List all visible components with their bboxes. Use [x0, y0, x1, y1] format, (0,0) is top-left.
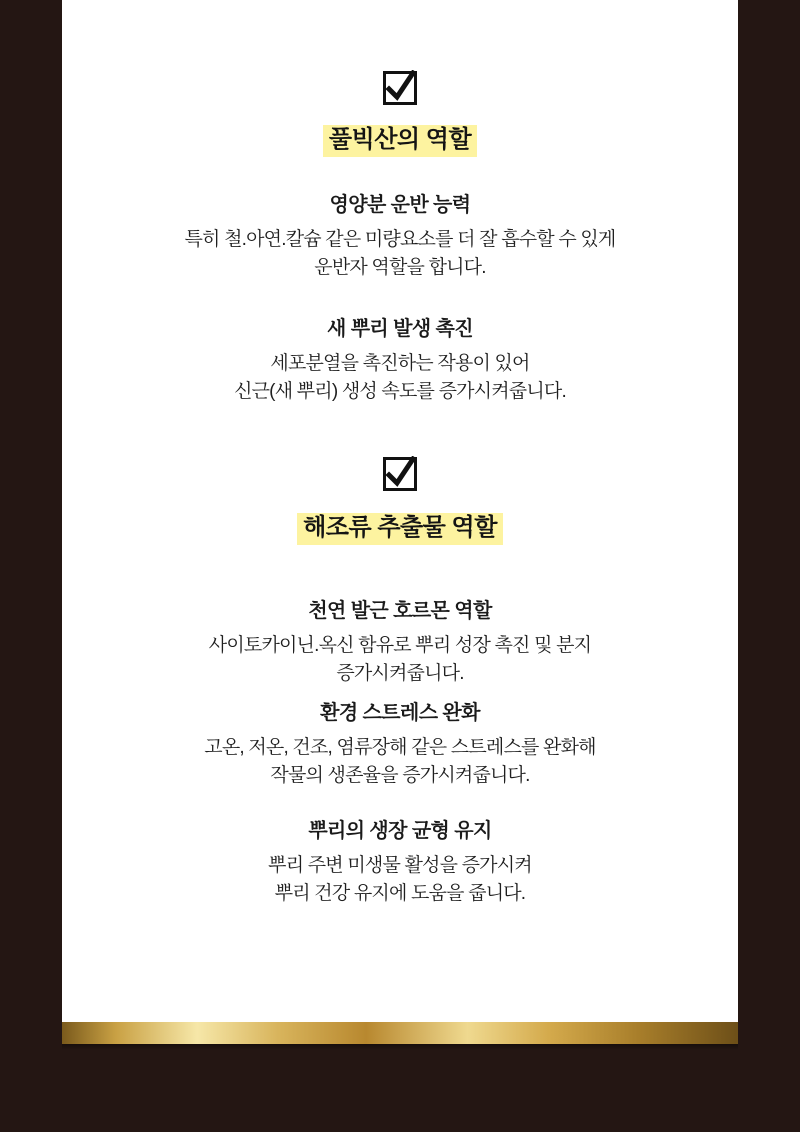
group-body-line: 고온, 저온, 건조, 염류장해 같은 스트레스를 완화해 [204, 737, 596, 758]
content-card [62, 0, 738, 1022]
group-body-line: 세포분열을 촉진하는 작용이 있어 [270, 353, 530, 374]
group-body-line: 사이토카이닌.옥신 함유로 뿌리 성장 촉진 및 분지 [208, 635, 592, 656]
group-body-line: 특히 철.아연.칼슘 같은 미량요소를 더 잘 흡수할 수 있게 [184, 229, 616, 250]
section-title-2-text: 해조류 추출물 역할 [297, 506, 503, 545]
section-title-1-text: 풀빅산의 역할 [323, 118, 477, 157]
group-heading [62, 700, 738, 727]
group-heading-text: 영양분 운반 능력 [329, 194, 471, 216]
group-heading-text: 천연 발근 호르몬 역할 [308, 600, 492, 622]
check-box-icon [382, 70, 418, 106]
group-heading-text: 환경 스트레스 완화 [320, 702, 480, 724]
group-heading [62, 818, 738, 845]
group-heading [62, 316, 738, 343]
check-box-icon [382, 456, 418, 492]
gold-divider-bar [62, 1022, 738, 1044]
group-heading [62, 192, 738, 219]
group-body [62, 734, 738, 789]
group-body-line: 신근(새 뿌리) 생성 속도를 증가시켜줍니다. [234, 380, 566, 402]
group-body [62, 632, 738, 687]
section-title-2 [62, 506, 738, 545]
group-body-line: 증가시켜줍니다. [336, 662, 464, 684]
group-heading [62, 598, 738, 625]
group-body [62, 852, 738, 907]
section-title-1 [62, 118, 738, 157]
group-body-line: 작물의 생존율을 증가시켜줍니다. [270, 764, 530, 786]
group-heading-text: 뿌리의 생장 균형 유지 [308, 820, 492, 842]
group-body-line: 뿌리 건강 유지에 도움을 줍니다. [274, 882, 526, 904]
group-heading-text: 새 뿌리 발생 촉진 [327, 318, 473, 340]
group-body [62, 226, 738, 281]
gold-divider-shadow [62, 1044, 738, 1050]
group-body-line: 운반자 역할을 합니다. [314, 256, 486, 278]
group-body [62, 350, 738, 405]
group-body-line: 뿌리 주변 미생물 활성을 증가시켜 [268, 855, 532, 876]
